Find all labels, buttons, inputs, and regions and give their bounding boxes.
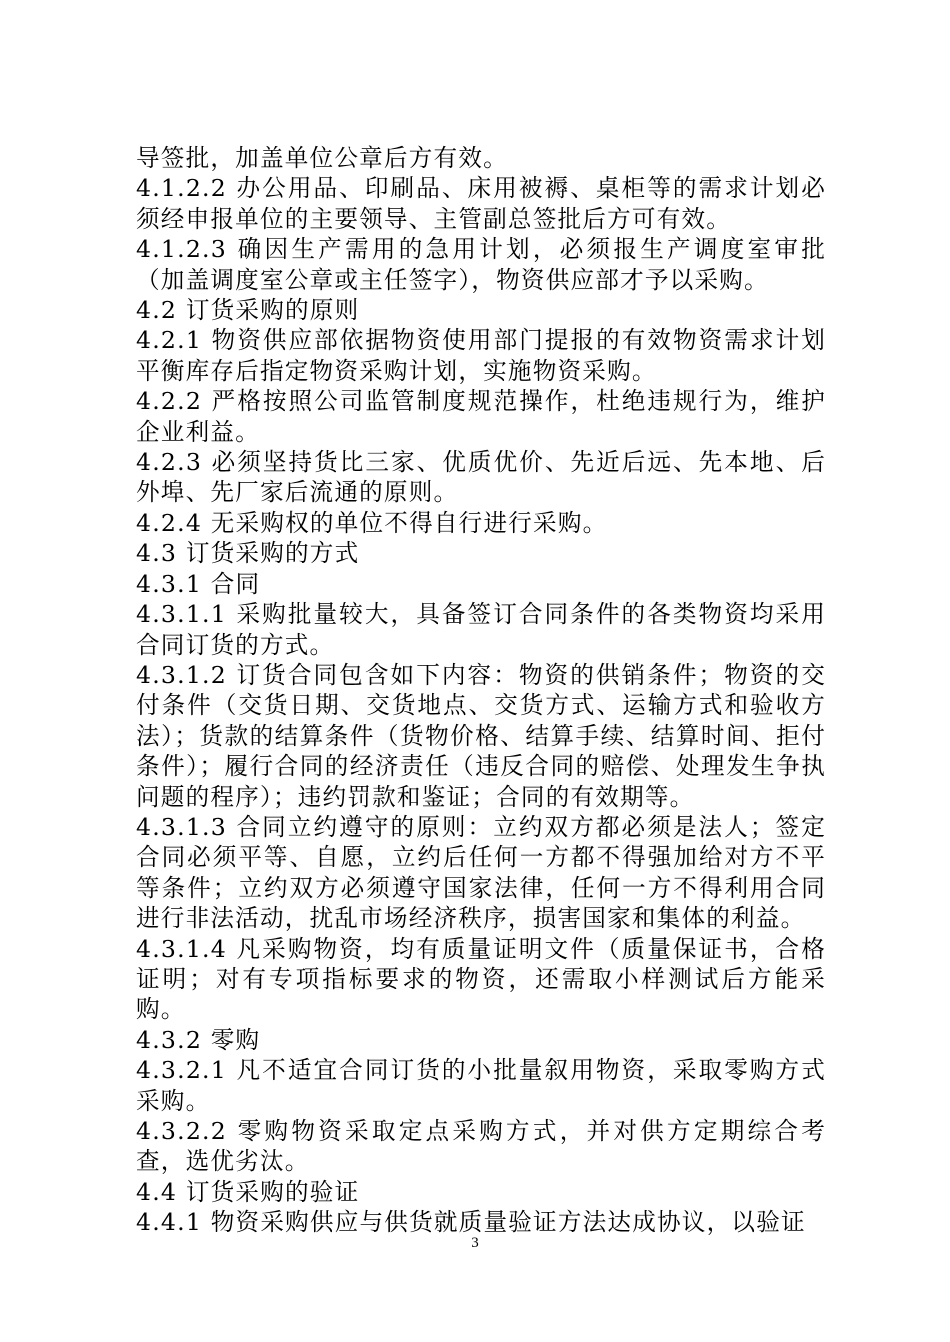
- heading-4-3: 4.3 订货采购的方式: [136, 539, 360, 568]
- paragraph-continuation: 导签批，加盖单位公章后方有效。: [136, 144, 508, 172]
- paragraph-4-2-1: 4.2.1 物资供应部依据物资使用部门提报的有效物资需求计划平衡库存后指定物资采购计划，实施物资采购。: [136, 326, 826, 385]
- paragraph-4-2-3: 4.2.3 必须坚持货比三家、优质优价、先近后远、先本地、后外埠、先厂家后流通的原则。: [136, 448, 826, 507]
- paragraph-4-3-1-4: 4.3.1.4 凡采购物资，均有质量证明文件（质量保证书，合格证明；对有专项指标要求的物资，还需取小样测试后方能采购。: [136, 934, 826, 1024]
- paragraph-4-3-1-3: 4.3.1.3 合同立约遵守的原则：立约双方都必须是法人；签定合同必须平等、自愿，立约后任何一方都不得强加给对方不平等条件；立约双方必须遵守国家法律，任何一方不得利用合同进行非法活动，扰乱市场经济秩序，损害国家和集体的利益。: [136, 812, 826, 933]
- page-number: 3: [471, 1235, 479, 1251]
- heading-4-2: 4.2 订货采购的原则: [136, 296, 360, 325]
- paragraph-4-1-2-3: 4.1.2.3 确因生产需用的急用计划，必须报生产调度室审批（加盖调度室公章或主任签字），物资供应部才予以采购。: [136, 235, 826, 294]
- paragraph-4-3-1-2: 4.3.1.2 订货合同包含如下内容：物资的供销条件；物资的交付条件（交货日期、交货地点、交货方式、运输方式和验收方法）；货款的结算条件（货物价格、结算手续、结算时间、拒付条件）；履行合同的经济责任（违反合同的赔偿、处理发生争执问题的程序）；违约罚款和鉴证；合同的有效期等。: [136, 660, 826, 811]
- document-body: [136, 143, 826, 1238]
- paragraph-4-2-4: 4.2.4 无采购权的单位不得自行进行采购。: [136, 508, 608, 537]
- paragraph-4-3-2-2: 4.3.2.2 零购物资采取定点采购方式，并对供方定期综合考查，选优劣汰。: [136, 1117, 826, 1176]
- paragraph-4-4-1: 4.4.1 物资采购供应与供货就质量验证方法达成协议，以验证: [136, 1208, 806, 1237]
- heading-4-3-2: 4.3.2 零购: [136, 1025, 261, 1054]
- paragraph-4-1-2-2: 4.1.2.2 办公用品、印刷品、床用被褥、桌柜等的需求计划必须经申报单位的主要领导、主管副总签批后方可有效。: [136, 174, 826, 233]
- heading-4-4: 4.4 订货采购的验证: [136, 1177, 360, 1206]
- paragraph-4-3-2-1: 4.3.2.1 凡不适宜合同订货的小批量叙用物资，采取零购方式采购。: [136, 1056, 826, 1115]
- heading-4-3-1: 4.3.1 合同: [136, 569, 261, 598]
- paragraph-4-2-2: 4.2.2 严格按照公司监管制度规范操作，杜绝违规行为，维护企业利益。: [136, 387, 826, 446]
- paragraph-4-3-1-1: 4.3.1.1 采购批量较大，具备签订合同条件的各类物资均采用合同订货的方式。: [136, 600, 826, 659]
